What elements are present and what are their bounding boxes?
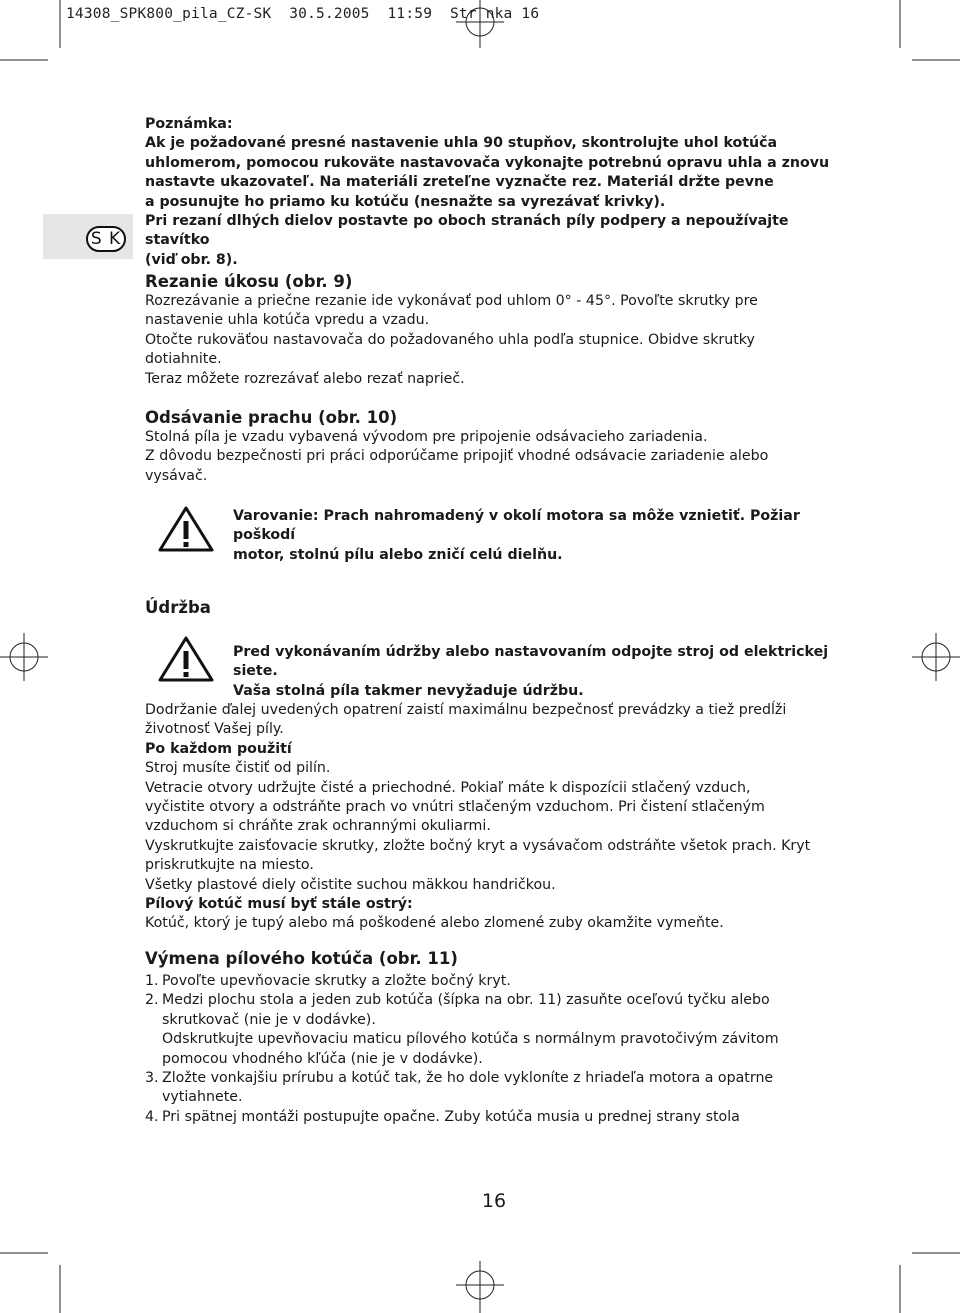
- page-number: 16: [481, 1190, 507, 1212]
- maintenance-heading: Údržba: [145, 598, 211, 617]
- step-number: 2.: [145, 992, 159, 1009]
- dust-line: Stolná píla je vzadu vybavená vývodom pre pripojenie odsávacieho zariadenia.: [145, 429, 708, 445]
- warning-line: Pred vykonávaním údržby alebo nastavovaním odpojte stroj od elektrickej siete.: [233, 644, 829, 680]
- warning-line: Varovanie: Prach nahromadený v okolí motora sa môže vznietiť. Požiar poškodí: [233, 508, 800, 544]
- maintenance-line: Dodržanie ďalej uvedených opatrení zaistí maximálnu bezpečnosť prevádzky a tiež predĺži: [145, 702, 787, 718]
- language-badge: S K: [86, 226, 126, 252]
- dust-line: vysávač.: [145, 467, 208, 484]
- note-line: (viď obr. 8).: [145, 251, 238, 268]
- bevel-text: [145, 292, 845, 389]
- step-text: Pri spätnej montáži postupujte opačne. Zuby kotúča musia u prednej strany stola: [162, 1108, 740, 1125]
- bevel-heading: Rezanie úkosu (obr. 9): [145, 272, 353, 291]
- bevel-line: Teraz môžete rozrezávať alebo rezať naprieč.: [145, 370, 465, 387]
- after-use-line: Vetracie otvory udržujte čisté a priechodné. Pokiaľ máte k dispozícii stlačený vzduch,: [145, 779, 751, 796]
- warning-line: Vaša stolná píla takmer nevyžaduje údržbu.: [233, 682, 584, 699]
- step-text: skrutkovač (nie je v dodávke).: [162, 1011, 376, 1028]
- warning-triangle-icon: [158, 506, 214, 552]
- dust-text: [145, 428, 845, 486]
- note-line: a posunujte ho priamo ku kotúču (nesnažte sa vyrezávať krivky).: [145, 193, 666, 210]
- after-use-line: Všetky plastové diely očistite suchou mäkkou handričkou.: [145, 876, 556, 893]
- after-use-line: priskrutkujte na miesto.: [145, 857, 314, 874]
- after-use-line: Vyskrutkujte zaisťovacie skrutky, zložte bočný kryt a vysávačom odstráňte všetok prach. Kryt: [145, 837, 811, 854]
- sharp-blade-line: Kotúč, ktorý je tupý alebo má poškodené alebo zlomené zuby okamžite vymeňte.: [145, 915, 724, 932]
- bevel-line: nastavenie uhla kotúča vpredu a vzadu.: [145, 312, 430, 329]
- after-use-line: vzduchom si chráňte zrak ochrannými okuliarmi.: [145, 818, 491, 835]
- dust-line: Z dôvodu bezpečnosti pri práci odporúčame pripojiť vhodné odsávacie zariadenie alebo: [145, 448, 769, 465]
- step-number: 4.: [145, 1108, 159, 1125]
- note-line: uhlomerom, pomocou rukoväte nastavovača vykonajte potrebnú opravu uhla a znovu: [145, 154, 830, 171]
- after-use-line: Stroj musíte čistiť od pilín.: [145, 760, 331, 777]
- list-item: [145, 972, 845, 991]
- step-text: Zložte vonkajšiu prírubu a kotúč tak, že ho dole vykloníte z hriadeľa motora a opatrne: [162, 1070, 774, 1087]
- maintenance-warning: [233, 643, 853, 701]
- warning-line: motor, stolnú pílu alebo zničí celú dielňu.: [233, 546, 563, 563]
- blade-heading: Výmena pílového kotúča (obr. 11): [145, 949, 458, 968]
- list-item: [145, 1108, 845, 1127]
- note-title: Poznámka:: [145, 116, 233, 132]
- step-text: Povoľte upevňovacie skrutky a zložte bočný kryt.: [162, 973, 511, 989]
- bevel-line: Otočte rukoväťou nastavovača do požadovaného uhla podľa stupnice. Obidve skrutky: [145, 331, 755, 348]
- note-line: Pri rezaní dlhých dielov postavte po oboch stranách píly podpery a nepoužívajte stavítko: [145, 213, 789, 249]
- print-slug: 14308_SPK800_pila_CZ-SK 30.5.2005 11:59 Str nka 16: [66, 6, 540, 22]
- note-line: Ak je požadované presné nastavenie uhla 90 stupňov, skontrolujte uhol kotúča: [145, 135, 778, 152]
- step-text: pomocou vhodného kľúča (nie je v dodávke).: [162, 1050, 483, 1067]
- step-text: vytiahnete.: [162, 1089, 243, 1106]
- bevel-line: dotiahnite.: [145, 351, 222, 368]
- maintenance-line: životnosť Vašej píly.: [145, 721, 284, 738]
- step-text: Odskrutkujte upevňovaciu maticu pílového kotúča s normálnym pravotočivým závitom: [162, 1031, 779, 1048]
- note-line: nastavte ukazovateľ. Na materiáli zreteľne vyznačte rez. Materiál držte pevne: [145, 174, 774, 191]
- bevel-line: Rozrezávanie a priečne rezanie ide vykonávať pod uhlom 0° - 45°. Povoľte skrutky pre: [145, 293, 758, 309]
- step-number: 1.: [145, 973, 159, 989]
- sharp-blade-title: Pílový kotúč musí byť stále ostrý:: [145, 896, 413, 913]
- after-use-line: vyčistite otvory a odstráňte prach vo vnútri stlačeným vzduchom. Pri čistení stlačeným: [145, 799, 765, 816]
- note-block: [145, 115, 845, 270]
- list-item: [145, 991, 845, 1010]
- maintenance-text: [145, 701, 845, 934]
- after-use-title: Po každom použití: [145, 740, 292, 757]
- dust-heading: Odsávanie prachu (obr. 10): [145, 408, 398, 427]
- list-item: [145, 1069, 845, 1088]
- dust-warning: [233, 507, 853, 565]
- step-number: 3.: [145, 1070, 159, 1087]
- step-text: Medzi plochu stola a jeden zub kotúča (šípka na obr. 11) zasuňte oceľovú tyčku alebo: [162, 992, 770, 1009]
- blade-steps: [145, 972, 845, 1127]
- warning-triangle-icon: [158, 636, 214, 682]
